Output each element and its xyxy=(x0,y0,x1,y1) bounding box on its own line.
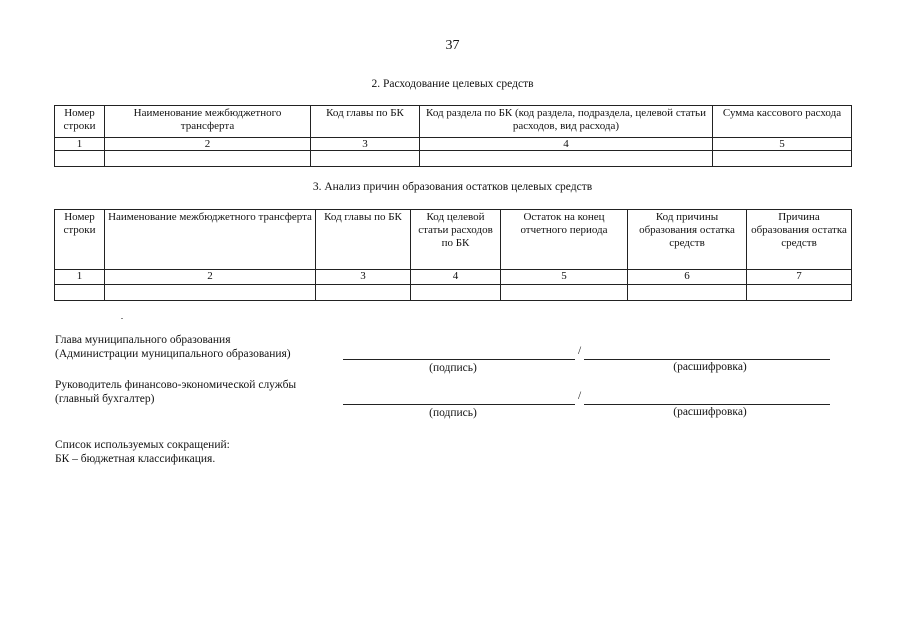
decode-caption: (расшифровка) xyxy=(673,361,747,373)
column-number: 1 xyxy=(55,138,105,151)
page-number: 37 xyxy=(445,38,460,53)
header-cell: Номер строки xyxy=(55,210,105,270)
empty-cell xyxy=(316,285,411,301)
signature-block-head xyxy=(55,333,291,361)
column-number-row xyxy=(55,270,852,285)
table-header-row xyxy=(55,210,852,270)
header-cell: Код раздела по БК (код раздела, подраздела, целевой статьи расходов, вид расхода) xyxy=(420,106,713,138)
empty-cell xyxy=(713,151,852,167)
column-number: 1 xyxy=(55,270,105,285)
table-header-row xyxy=(55,106,852,138)
empty-cell xyxy=(55,151,105,167)
table-row xyxy=(55,285,852,301)
header-cell: Остаток на конец отчетного периода xyxy=(501,210,628,270)
signature-caption: (подпись) xyxy=(429,362,477,374)
column-number: 5 xyxy=(501,270,628,285)
column-number: 4 xyxy=(420,138,713,151)
column-number: 3 xyxy=(311,138,420,151)
empty-cell xyxy=(55,285,105,301)
column-number: 2 xyxy=(105,270,316,285)
abbreviation-item: БК – бюджетная классификация. xyxy=(55,453,216,465)
signatory-title: Руководитель финансово-экономической службы xyxy=(55,379,297,391)
empty-cell xyxy=(501,285,628,301)
header-cell: Номер строки xyxy=(55,106,105,138)
empty-cell xyxy=(628,285,747,301)
abbreviations-list xyxy=(55,438,230,466)
table-row xyxy=(55,151,852,167)
section3-title: 3. Анализ причин образования остатков целевых средств xyxy=(312,181,593,193)
header-cell: Код главы по БК xyxy=(316,210,411,270)
column-number: 5 xyxy=(713,138,852,151)
empty-cell xyxy=(420,151,713,167)
spending-table xyxy=(54,105,852,167)
empty-cell xyxy=(747,285,852,301)
header-cell: Код целевой статьи расходов по БК xyxy=(411,210,501,270)
header-cell: Код главы по БК xyxy=(311,106,420,138)
separator-slash: / xyxy=(578,390,582,402)
signature-line[interactable] xyxy=(343,359,575,360)
empty-cell xyxy=(105,285,316,301)
header-cell: Наименование межбюджетного трансферта xyxy=(105,210,316,270)
header-cell: Код причины образования остатка средств xyxy=(628,210,747,270)
column-number: 3 xyxy=(316,270,411,285)
abbreviations-title: Список используемых сокращений: xyxy=(55,439,230,451)
signatory-subtitle: (Администрации муниципального образования) xyxy=(55,348,291,360)
name-decode-line[interactable] xyxy=(584,404,830,405)
column-number: 2 xyxy=(105,138,311,151)
separator-slash: / xyxy=(578,345,582,357)
empty-cell xyxy=(411,285,501,301)
header-cell: Причина образования остатка средств xyxy=(747,210,852,270)
empty-cell xyxy=(311,151,420,167)
scan-speck xyxy=(121,318,123,319)
signatory-title: Глава муниципального образования xyxy=(55,334,231,346)
signatory-subtitle: (главный бухгалтер) xyxy=(55,393,155,405)
name-decode-line[interactable] xyxy=(584,359,830,360)
signature-block-chief-accountant xyxy=(55,378,296,406)
signature-line[interactable] xyxy=(343,404,575,405)
column-number: 4 xyxy=(411,270,501,285)
signature-caption: (подпись) xyxy=(429,407,477,419)
empty-cell xyxy=(105,151,311,167)
header-cell: Сумма кассового расхода xyxy=(713,106,852,138)
column-number-row xyxy=(55,138,852,151)
balance-analysis-table xyxy=(54,209,852,301)
column-number: 7 xyxy=(747,270,852,285)
column-number: 6 xyxy=(628,270,747,285)
decode-caption: (расшифровка) xyxy=(673,406,747,418)
header-cell: Наименование межбюджетного трансферта xyxy=(105,106,311,138)
section2-title: 2. Расходование целевых средств xyxy=(371,78,534,90)
